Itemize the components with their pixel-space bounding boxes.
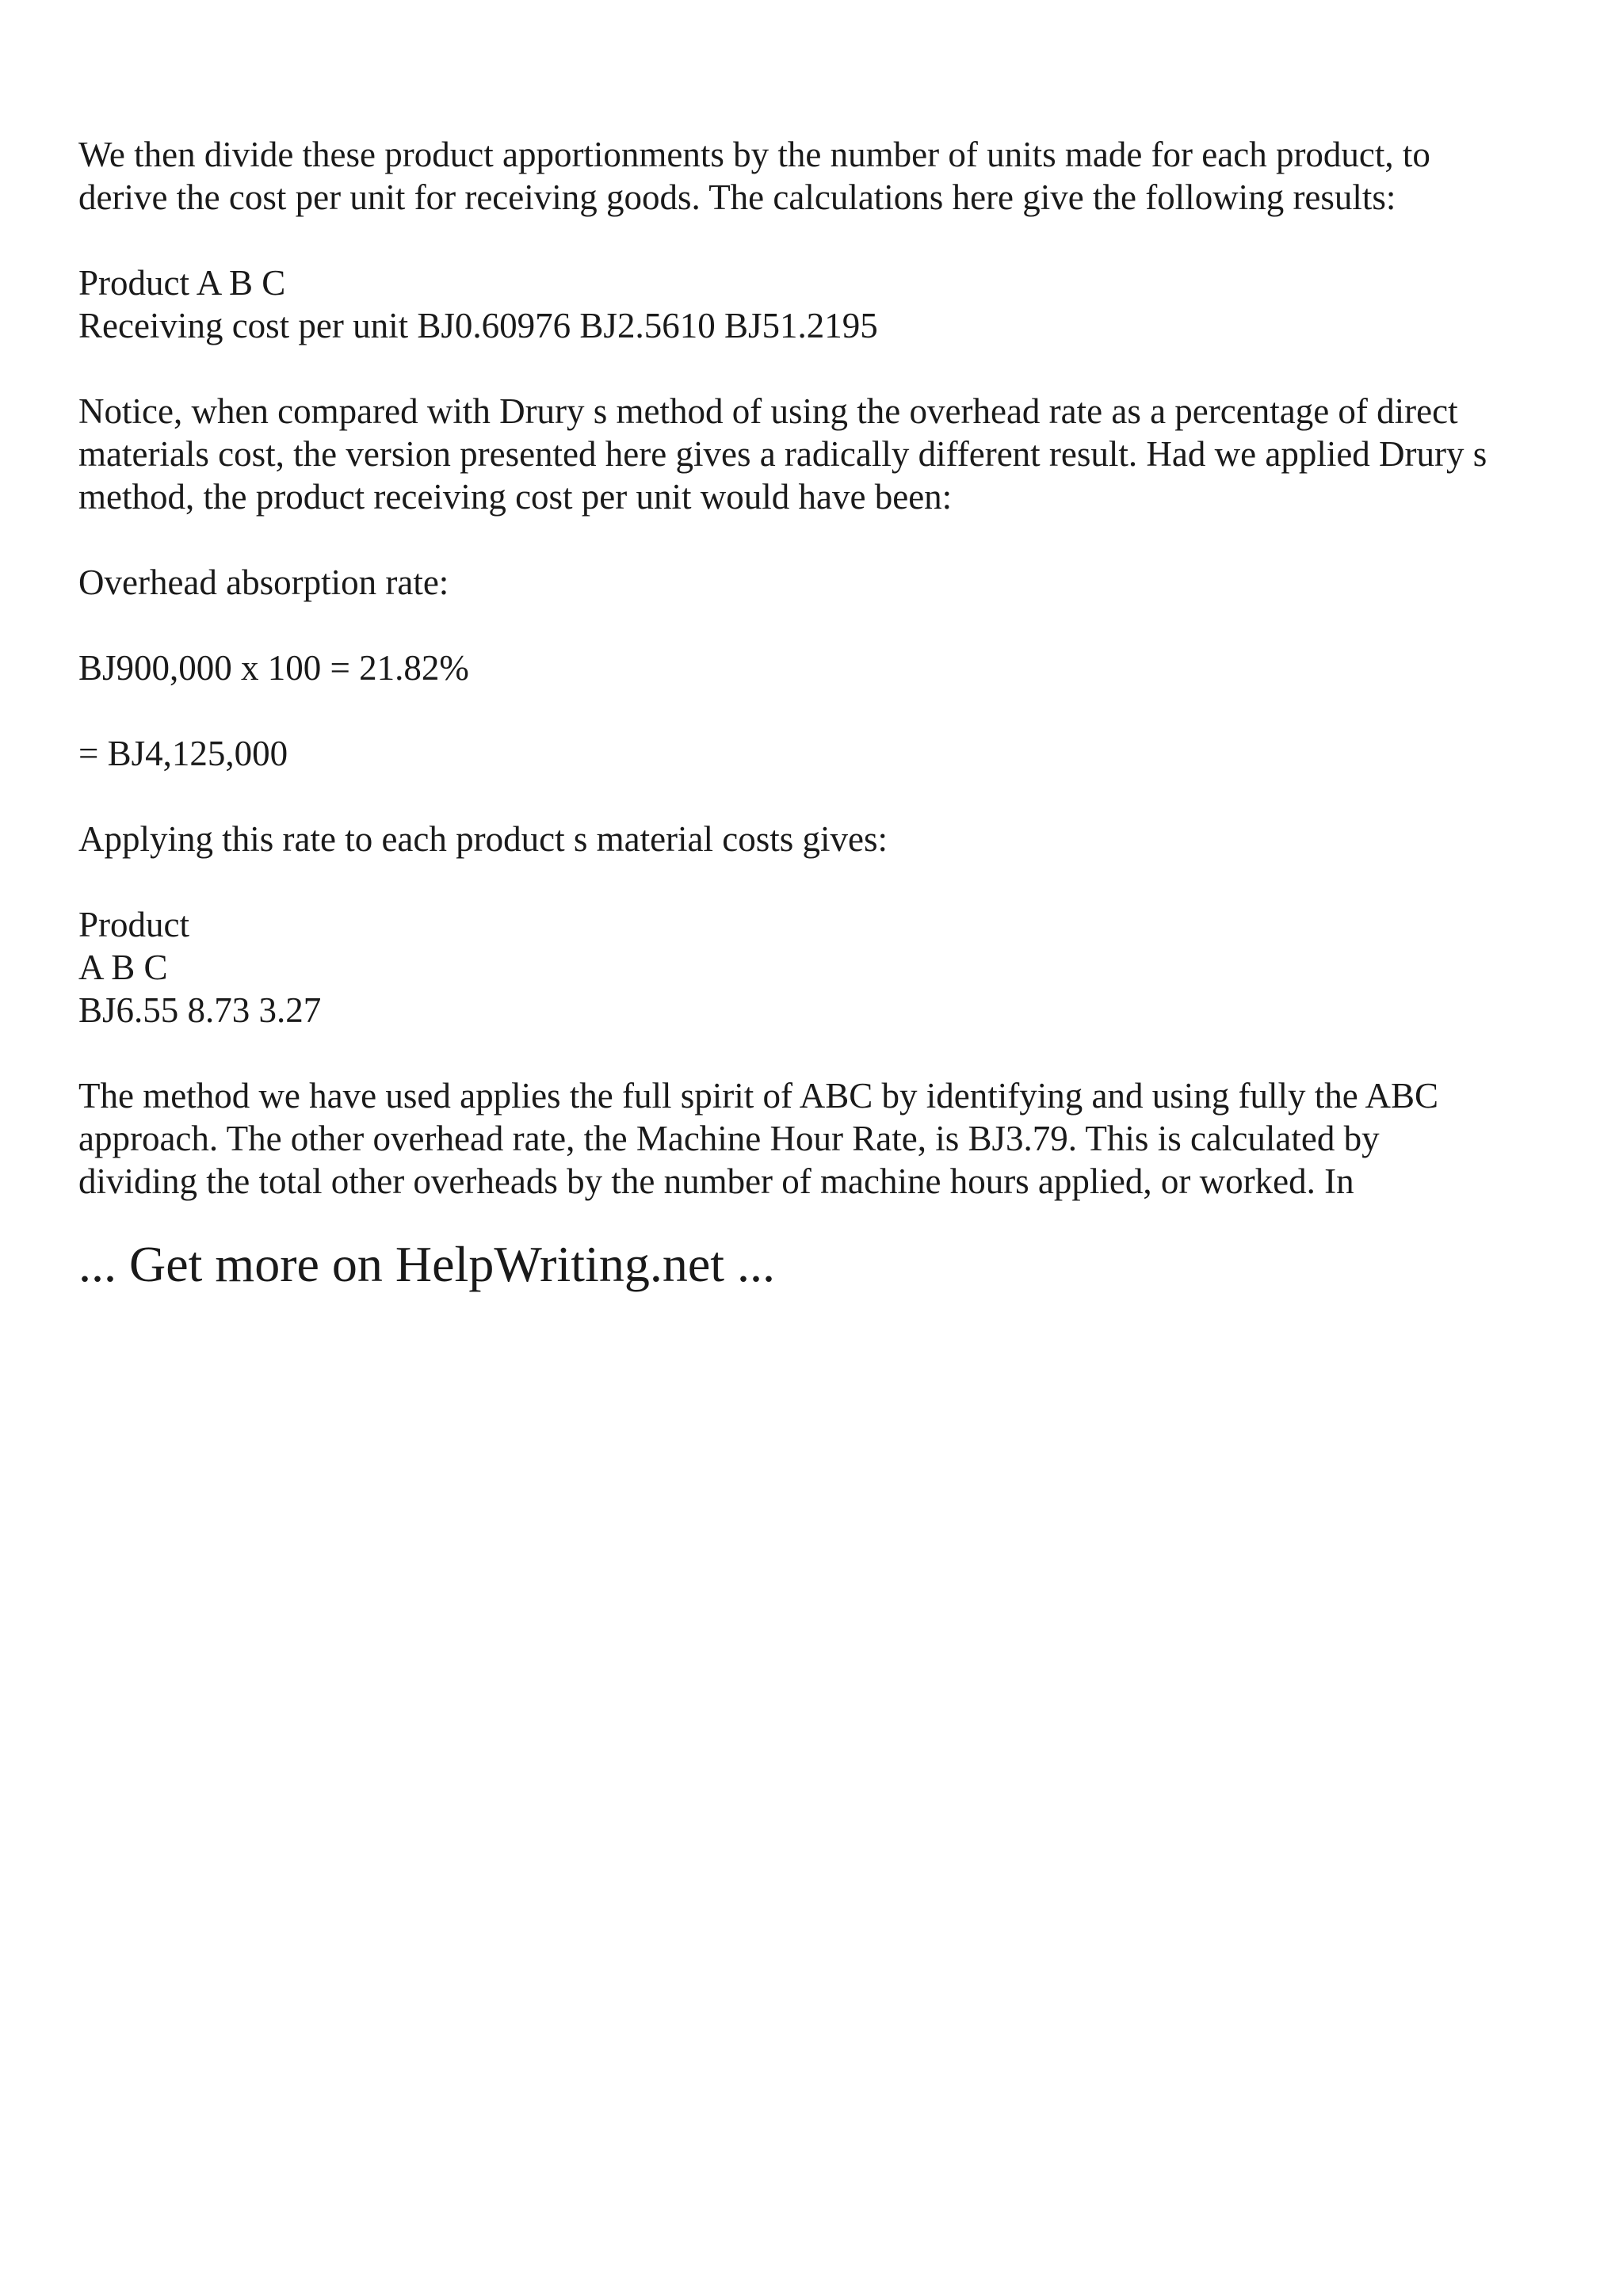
- paragraph-applying-rate: [78, 818, 1584, 860]
- text-line: materials cost, the version presented here gives a radically different result. Had we applied Drury s: [78, 434, 1487, 474]
- text-line: Applying this rate to each product s material costs gives:: [78, 819, 888, 859]
- document-body: [78, 133, 1584, 1295]
- paragraph-absorption-denominator: [78, 732, 1584, 775]
- text-line: Receiving cost per unit BJ0.60976 BJ2.5610 BJ51.2195: [78, 306, 878, 345]
- text-line: A B C: [78, 948, 168, 987]
- paragraph-receiving-cost: [78, 261, 1584, 347]
- text-line: approach. The other overhead rate, the Machine Hour Rate, is BJ3.79. This is calculated by: [78, 1119, 1380, 1158]
- text-line: derive the cost per unit for receiving goods. The calculations here give the following results:: [78, 177, 1396, 217]
- text-line: Product A B C: [78, 263, 286, 303]
- paragraph-product-costs: [78, 903, 1584, 1032]
- text-line: BJ6.55 8.73 3.27: [78, 990, 322, 1030]
- text-line: The method we have used applies the full spirit of ABC by identifying and using fully the ABC: [78, 1076, 1439, 1116]
- paragraph-apportionment: [78, 133, 1584, 219]
- text-line: Overhead absorption rate:: [78, 563, 449, 602]
- paragraph-absorption-rate-heading: [78, 561, 1584, 604]
- get-more-link[interactable]: ... Get more on HelpWriting.net ...: [78, 1236, 775, 1292]
- text-line: dividing the total other overheads by the number of machine hours applied, or worked. In: [78, 1161, 1354, 1201]
- text-line: Notice, when compared with Drury s method of using the overhead rate as a percentage of direct: [78, 391, 1458, 431]
- text-line: BJ900,000 x 100 = 21.82%: [78, 648, 469, 688]
- text-line: method, the product receiving cost per unit would have been:: [78, 477, 953, 517]
- text-line: Product: [78, 905, 189, 944]
- paragraph-drury-comparison: [78, 390, 1584, 518]
- text-line: We then divide these product apportionments by the number of units made for each product, to: [78, 135, 1430, 174]
- paragraph-absorption-formula: [78, 646, 1584, 689]
- paragraph-abc-method: [78, 1074, 1584, 1203]
- text-line: = BJ4,125,000: [78, 734, 288, 773]
